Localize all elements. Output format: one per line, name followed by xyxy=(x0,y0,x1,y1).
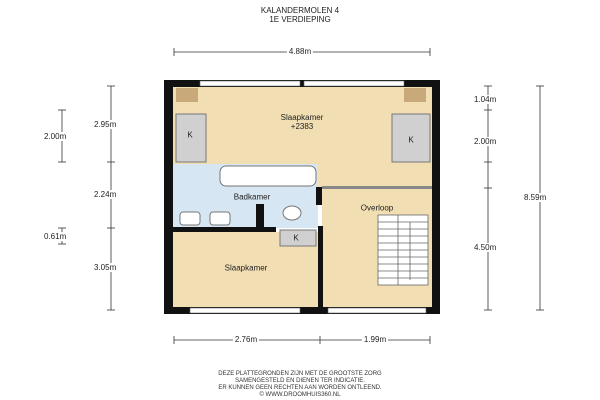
closet-3-label: K xyxy=(293,233,299,243)
room-bathroom: Badkamer xyxy=(233,192,271,202)
dim-right-outer: 8.59m xyxy=(524,193,547,202)
dim-top-width: 4.88m xyxy=(288,47,312,56)
dim-left-outer-3: 3.05m xyxy=(94,263,117,272)
dim-left-outer-2: 2.24m xyxy=(94,190,117,199)
plan-floor-label: 1E VERDIEPING xyxy=(269,15,331,24)
room-landing: Overloop xyxy=(360,203,394,213)
dim-right-inner-3: 4.50m xyxy=(474,243,497,252)
dim-left-outer-1: 2.95m xyxy=(94,120,117,129)
dim-bottom-right: 1.99m xyxy=(363,335,387,344)
room-bedroom-top-label: Slaapkamer xyxy=(280,113,324,122)
dim-left-inner-2: 0.61m xyxy=(44,232,67,241)
disclaimer-line-1: DEZE PLATTEGRONDEN ZIJN MET DE GROOTSTE ZORG xyxy=(218,371,382,377)
disclaimer-line-3: ER KUNNEN GEEN RECHTEN AAN WORDEN ONTLEEND. xyxy=(218,385,382,391)
dim-left-inner-1: 2.00m xyxy=(44,132,67,141)
disclaimer-line-2: SAMENGESTELD EN DIENEN TER INDICATIE. xyxy=(235,378,365,384)
room-bedroom-top-level: +2383 xyxy=(290,122,314,131)
room-bedroom-top xyxy=(281,113,324,131)
dim-right-inner-1: 1.04m xyxy=(474,95,497,104)
disclaimer-line-4: © WWW.DROOMHUIS360.NL xyxy=(259,392,341,398)
room-bedroom-bottom: Slaapkamer xyxy=(224,263,268,273)
dim-bottom-left: 2.76m xyxy=(234,335,258,344)
closet-1-label: K xyxy=(187,130,193,140)
dim-right-inner-2: 2.00m xyxy=(474,137,497,146)
closet-2-label: K xyxy=(408,135,414,145)
disclaimer xyxy=(218,371,381,399)
plan-title: KALANDERMOLEN 4 xyxy=(260,6,340,15)
